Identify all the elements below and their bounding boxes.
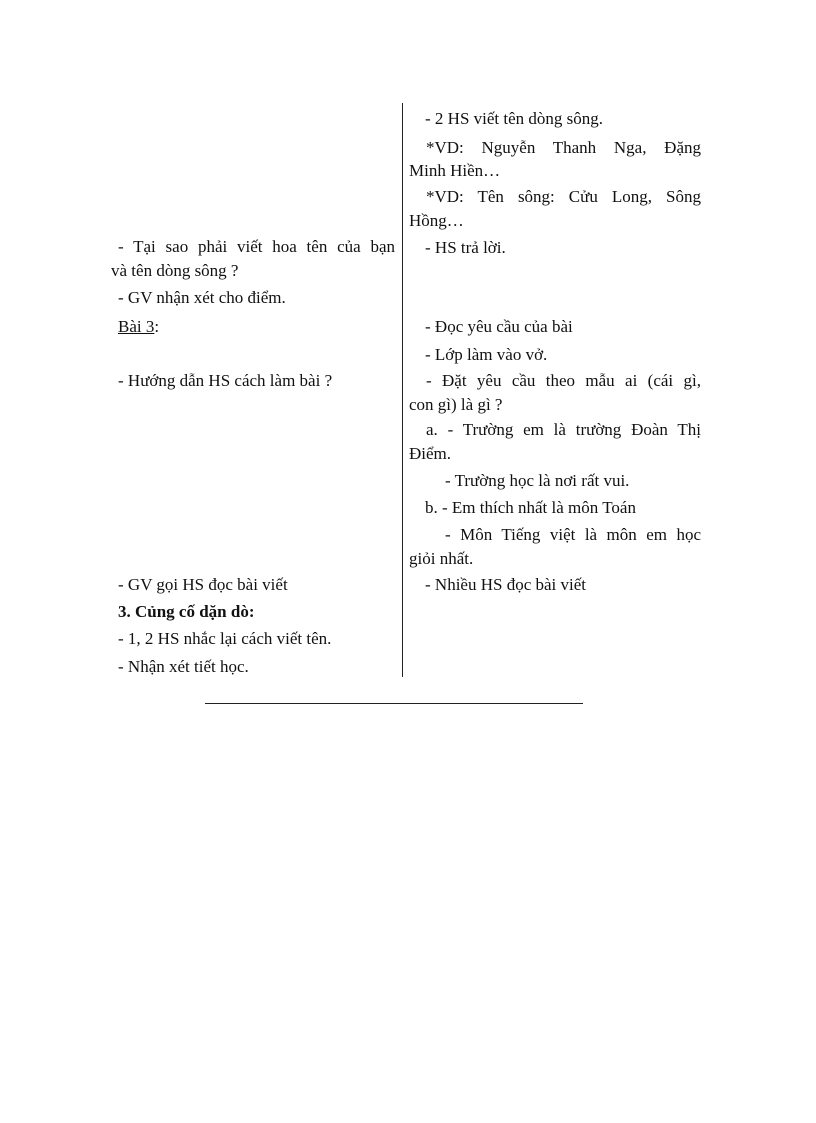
left-exercise-heading — [118, 316, 159, 338]
right-pose-line1: - Đặt yêu cầu theo mẫu ai (cái gì, — [426, 371, 701, 390]
left-question-line1: - Tại sao phải viết hoa tên của bạn — [118, 237, 395, 256]
right-answer: - HS trả lời. — [425, 238, 506, 257]
right-b-line2: - Môn Tiếng việt là môn em học — [445, 525, 701, 544]
right-read-requirement: - Đọc yêu cầu của bài — [425, 317, 573, 336]
right-a-line3: - Trường học là nơi rất vui. — [445, 471, 630, 490]
right-a-line1: a. - Trường em là trường Đoàn Thị — [426, 420, 701, 439]
left-gv-comment: - GV nhận xét cho điểm. — [118, 288, 286, 307]
right-a-line2: Điểm. — [409, 444, 452, 463]
left-review: - Nhận xét tiết học. — [118, 657, 249, 676]
right-example1-line1: *VD: Nguyễn Thanh Nga, Đặng — [426, 138, 701, 157]
right-example2-line1: *VD: Tên sông: Cửu Long, Sông — [426, 187, 701, 206]
end-rule — [205, 703, 583, 704]
left-gv-call: - GV gọi HS đọc bài viết — [118, 575, 288, 594]
right-many-read: - Nhiều HS đọc bài viết — [425, 575, 586, 594]
left-question-line2: và tên dòng sông ? — [111, 261, 239, 280]
left-recap: - 1, 2 HS nhắc lại cách viết tên. — [118, 629, 332, 648]
column-divider — [402, 103, 403, 677]
left-section-title: 3. Củng cố dặn dò: — [118, 602, 255, 621]
right-example2-line2: Hồng… — [409, 211, 464, 230]
right-b-line3: giỏi nhất. — [409, 549, 474, 568]
right-example1-line2: Minh Hiền… — [409, 161, 501, 180]
exercise-colon: : — [154, 317, 160, 336]
right-class-work: - Lớp làm vào vở. — [425, 345, 548, 364]
right-pose-line2: con gì) là gì ? — [409, 395, 503, 414]
exercise-title: Bài 3 — [118, 317, 155, 336]
left-guide: - Hướng dẫn HS cách làm bài ? — [118, 371, 333, 390]
right-write-river: - 2 HS viết tên dòng sông. — [425, 109, 604, 128]
right-b-line1: b. - Em thích nhất là môn Toán — [425, 498, 636, 517]
